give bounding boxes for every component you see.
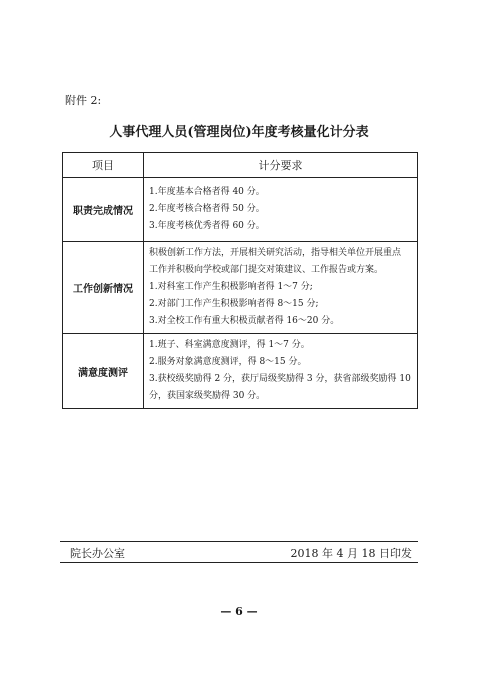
issue-date: 2018 年 4 月 18 日印发 bbox=[290, 547, 412, 560]
requirement-line: 1.班子、科室满意度测评，得 1～7 分。 bbox=[149, 340, 310, 350]
table-row bbox=[63, 242, 418, 334]
requirement-line: 3.获校级奖励得 2 分，获厅局级奖励得 3 分，获省部级奖励得 10 bbox=[149, 374, 411, 384]
attachment-label: 附件 2: bbox=[65, 94, 102, 107]
requirement-line: 3.年度考核优秀者得 60 分。 bbox=[149, 221, 265, 231]
requirement-line: 分，获国家级奖励得 30 分。 bbox=[149, 391, 266, 401]
scoring-table bbox=[62, 152, 418, 409]
header-requirements: 计分要求 bbox=[144, 153, 418, 178]
requirement-line: 工作并积极向学校或部门提交对策建议、工作报告或方案。 bbox=[149, 265, 384, 275]
table-header-row bbox=[63, 153, 418, 178]
page-number: — 6 — bbox=[220, 605, 258, 618]
footer-rule-top bbox=[60, 541, 418, 542]
issuing-office: 院长办公室 bbox=[70, 547, 125, 560]
requirement-line: 3.对全校工作有重大积极贡献者得 16～20 分。 bbox=[149, 316, 340, 326]
row-category: 工作创新情况 bbox=[63, 242, 144, 334]
document-title: 人事代理人员(管理岗位)年度考核量化计分表 bbox=[109, 125, 369, 140]
table-row bbox=[63, 178, 418, 242]
requirement-line: 2.年度考核合格者得 50 分。 bbox=[149, 204, 265, 214]
requirement-line: 1.对科室工作产生积极影响者得 1～7 分; bbox=[149, 282, 313, 292]
row-requirements bbox=[144, 178, 418, 242]
table-row bbox=[63, 334, 418, 409]
requirement-line: 积极创新工作方法，开展相关研究活动，指导相关单位开展重点 bbox=[149, 248, 402, 258]
header-item: 项目 bbox=[63, 153, 144, 178]
row-category: 职责完成情况 bbox=[63, 178, 144, 242]
requirement-line: 2.服务对象满意度测评，得 8～15 分。 bbox=[149, 357, 307, 367]
row-requirements bbox=[144, 242, 418, 334]
requirement-line: 1.年度基本合格者得 40 分。 bbox=[149, 187, 265, 197]
requirement-line: 2.对部门工作产生积极影响者得 8～15 分; bbox=[149, 299, 319, 309]
row-requirements bbox=[144, 334, 418, 409]
footer-rule-bottom bbox=[60, 562, 418, 563]
row-category: 满意度测评 bbox=[63, 334, 144, 409]
